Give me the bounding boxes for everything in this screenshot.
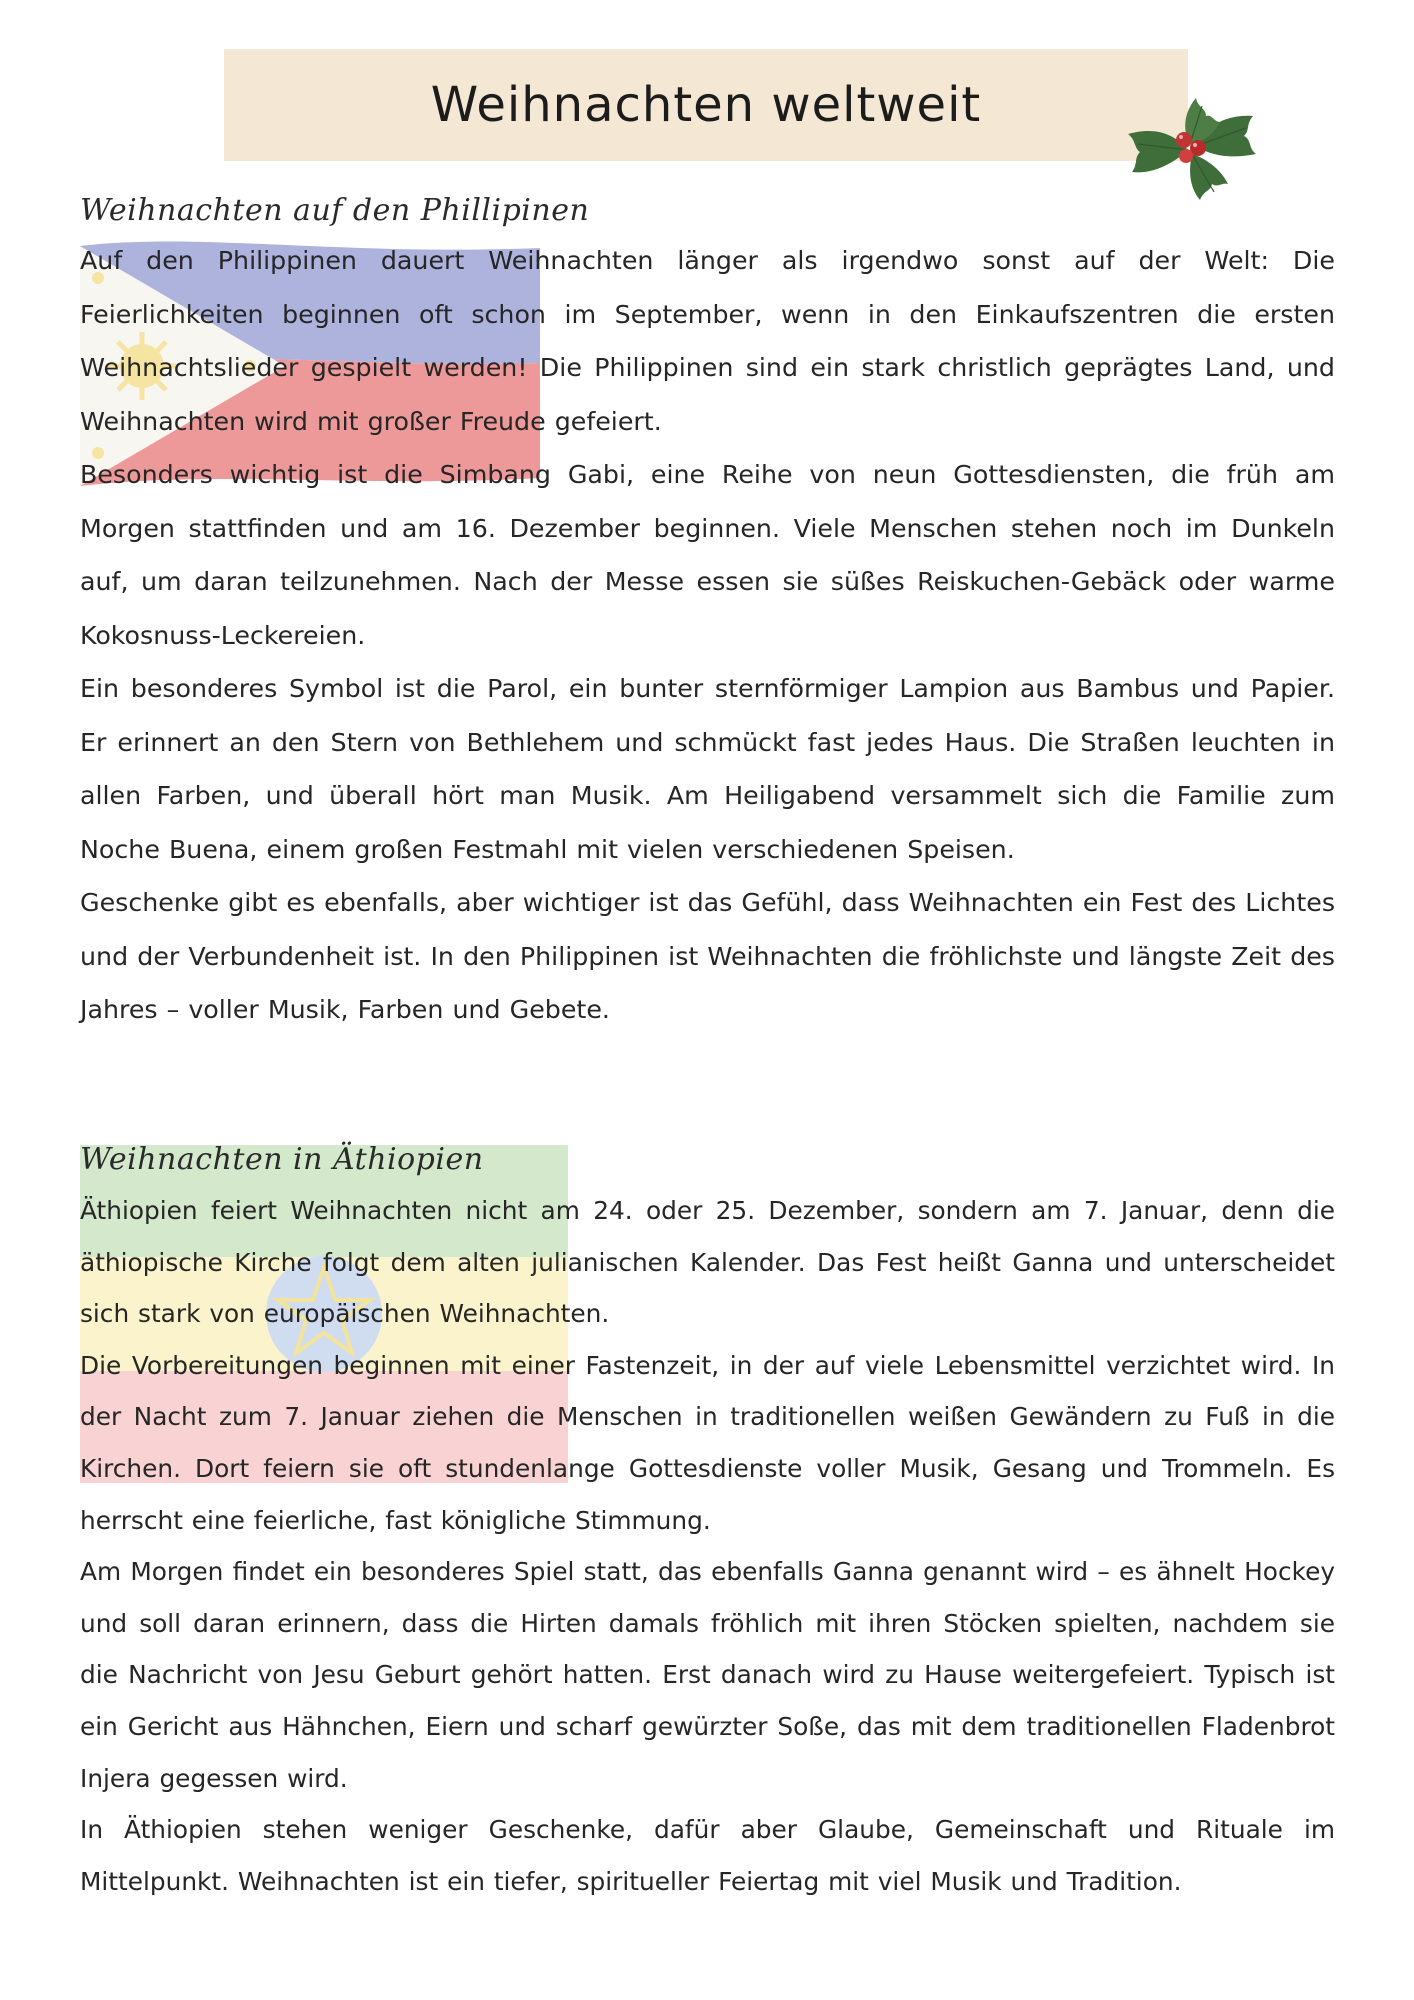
paragraph: Ein besonderes Symbol ist die Parol, ein bunter sternförmiger Lampion aus Bambus und Papier. Er erinnert an den Stern von Bethlehem und schmückt fast jedes Haus. Die Straßen leuchten in allen Farben, und überall hört man Musik. Am Heiligabend versammelt sich die Familie zum Noche Buena, einem großen Festmahl mit vielen verschiedenen Speisen. [80, 674, 1335, 864]
section-heading: Weihnachten in Äthiopien [80, 1142, 484, 1177]
title-banner [224, 49, 1188, 161]
holly-icon [1118, 92, 1268, 202]
paragraph: Geschenke gibt es ebenfalls, aber wichtiger ist das Gefühl, dass Weihnachten ein Fest des Lichtes und der Verbundenheit ist. In den Philippinen ist Weihnachten die fröhlichste und längste Zeit des Jahres – voller Musik, Farben und Gebete. [80, 888, 1335, 1024]
section-philippines [80, 188, 1335, 1037]
paragraph: Die Vorbereitungen beginnen mit einer Fastenzeit, in der auf viele Lebensmittel verzichtet wird. In der Nacht zum 7. Januar ziehen die Menschen in traditionellen weißen Gewändern zu Fuß in die Kirchen. Dort feiern sie oft stundenlange Gottesdienste voller Musik, Gesang und Trommeln. Es herrscht eine feierliche, fast königliche Stimmung. [80, 1350, 1335, 1535]
paragraph: Auf den Philippinen dauert Weihnachten länger als irgendwo sonst auf der Welt: Die Feierlichkeiten beginnen oft schon im September, wenn in den Einkaufszentren die ersten Weihnachtslieder gespielt werden! Die Philippinen sind ein stark christlich geprägtes Land, und Weihnachten wird mit großer Freude gefeiert. [80, 246, 1335, 436]
section-heading: Weihnachten auf den Phillipinen [80, 193, 590, 228]
section-ethiopia [80, 1135, 1335, 1907]
paragraph: Besonders wichtig ist die Simbang Gabi, eine Reihe von neun Gottesdiensten, die früh am Morgen stattfinden und am 16. Dezember beginnen. Viele Menschen stehen noch im Dunkeln auf, um daran teilzunehmen. Nach der Messe essen sie süßes Reiskuchen-Gebäck oder warme Kokosnuss-Leckereien. [80, 460, 1335, 650]
paragraph: Äthiopien feiert Weihnachten nicht am 24. oder 25. Dezember, sondern am 7. Januar, denn die äthiopische Kirche folgt dem alten julianischen Kalender. Das Fest heißt Ganna und unterscheidet sich stark von europäischen Weihnachten. [80, 1196, 1335, 1329]
paragraph: Am Morgen findet ein besonderes Spiel statt, das ebenfalls Ganna genannt wird – es ähnelt Hockey und soll daran erinnern, dass die Hirten damals fröhlich mit ihren Stöcken spielten, nachdem sie die Nachricht von Jesu Geburt gehört hatten. Erst danach wird zu Hause weitergefeiert. Typisch ist ein Gericht aus Hähnchen, Eiern und scharf gewürzter Soße, das mit dem traditionellen Fladenbrot Injera gegessen wird. [80, 1557, 1335, 1793]
paragraph: In Äthiopien stehen weniger Geschenke, dafür aber Glaube, Gemeinschaft und Rituale im Mittelpunkt. Weihnachten ist ein tiefer, spiritueller Feiertag mit viel Musik und Tradition. [80, 1815, 1335, 1896]
page-title: Weihnachten weltweit [430, 77, 982, 133]
